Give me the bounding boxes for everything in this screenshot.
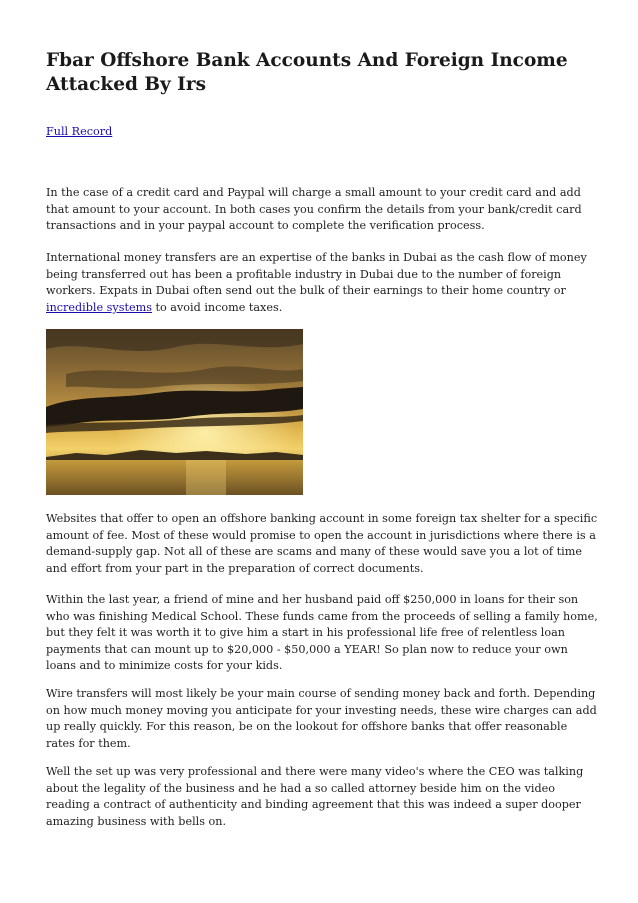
paragraph-1: In the case of a credit card and Paypal will charge a small amount to your credit card and add that amount to your account. In both cases you confirm the details from your bank/credit card transactions and in your paypal account to complete the verification process. bbox=[46, 186, 582, 233]
paragraph-5: Wire transfers will most likely be your main course of sending money back and forth. Depending on how much money moving you anticipate for your investing needs, these wire charges can add up really quickly. For this reason, be on the lookout for offshore banks that offer reasonable rates for them. bbox=[46, 687, 597, 750]
paragraph-2-text-b: to avoid income taxes. bbox=[151, 300, 283, 314]
paragraph-3: Websites that offer to open an offshore banking account in some foreign tax shelter for a specific amount of fee. Most of these would promise to open the account in jurisdictions where there is a demand-supply gap. Not all of these are scams and many of these would save you a lot of time and effort from your part in the preparation of correct documents. bbox=[46, 512, 598, 575]
incredible-systems-link[interactable]: incredible systems bbox=[46, 300, 152, 314]
sunset-photo bbox=[46, 329, 303, 495]
paragraph-4: Within the last year, a friend of mine and her husband paid off $250,000 in loans for their son who was finishing Medical School. These funds came from the proceeds of selling a family home, but they felt it was worth it to give him a start in his professional life free of relentless loan payments that can mount up to $20,000 - $50,000 a YEAR! So plan now to reduce your own loans and to minimize costs for your kids. bbox=[46, 593, 598, 673]
paragraph-2 bbox=[46, 250, 598, 316]
full-record-link[interactable]: Full Record bbox=[46, 125, 113, 138]
article-title: Fbar Offshore Bank Accounts And Foreign Income Attacked By Irs bbox=[46, 50, 568, 95]
paragraph-2-text-a: International money transfers are an expertise of the banks in Dubai as the cash flow of money being transferred out has been a profitable industry in Dubai due to the number of foreign workers. Expats in Dubai often send out the bulk of their earnings to their home country or bbox=[46, 251, 587, 298]
paragraph-6: Well the set up was very professional and there were many video's where the CEO was talking about the legality of the business and he had a so called attorney beside him on the video reading a contract of authenticity and binding agreement that this was indeed a super dooper amazing business with bells on. bbox=[46, 765, 584, 828]
